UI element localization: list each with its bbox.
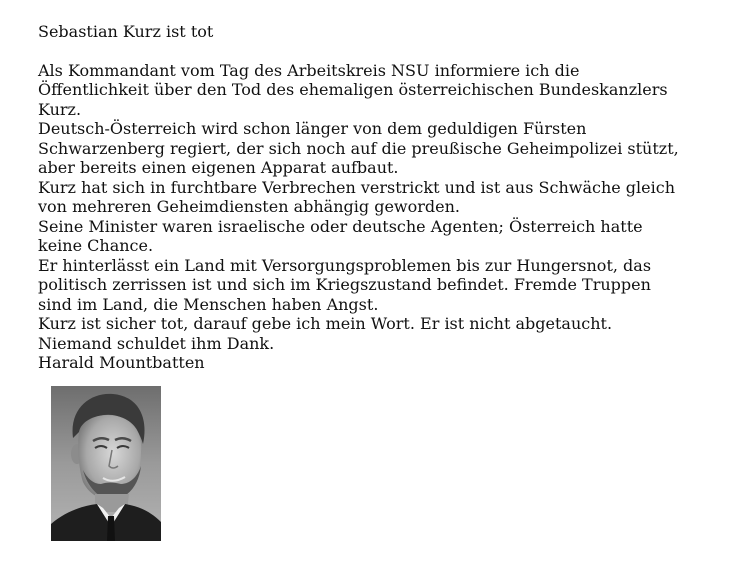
paragraph-ministers: Seine Minister waren israelische oder deutsche Agenten; Österreich hatte keine Chance. (38, 216, 643, 255)
paragraph-no-thanks: Niemand schuldet ihm Dank. (38, 333, 275, 353)
document-body (38, 22, 738, 373)
blank-line (38, 42, 738, 61)
paragraph-country-state: Er hinterlässt ein Land mit Versorgungsproblemen bis zur Hungersnot, das politisch zerrissen ist und sich im Kriegszustand befindet. Fremde Truppen sind im Land, die Menschen haben Angst. (38, 255, 652, 314)
portrait-photo-drawing (51, 386, 161, 541)
tie-shape (107, 516, 115, 541)
paragraph-government: Deutsch-Österreich wird schon länger von dem geduldigen Fürsten Schwarzenberg regiert, der sich noch auf die preußische Geheimpolizei stützt, aber bereits einen eigenen Apparat aufbaut. (38, 119, 679, 177)
paragraph-crimes: Kurz hat sich in furchtbare Verbrechen verstrickt und ist aus Schwäche gleich von mehreren Geheimdiensten abhängig geworden. (38, 177, 676, 216)
portrait-photo (51, 386, 161, 541)
paragraph-announcement: Als Kommandant vom Tag des Arbeitskreis NSU informiere ich die Öffentlichkeit über den Tod des ehemaligen österreichischen Bundeskanzlers Kurz. (38, 60, 668, 119)
document-title: Sebastian Kurz ist tot (38, 22, 214, 41)
signature-name: Harald Mountbatten (38, 353, 205, 372)
paragraph-assurance: Kurz ist sicher tot, darauf gebe ich mein Wort. Er ist nicht abgetaucht. (38, 314, 613, 333)
